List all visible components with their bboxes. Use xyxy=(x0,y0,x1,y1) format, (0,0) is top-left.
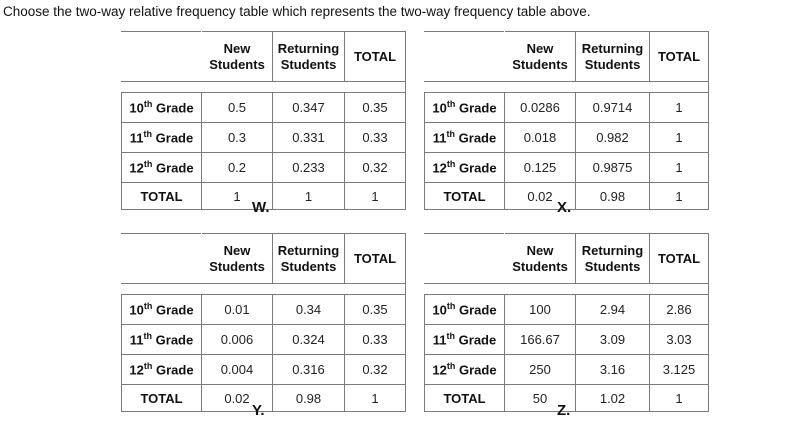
row-label-11th: 11th Grade xyxy=(425,325,505,355)
cell: 0.5 xyxy=(202,93,273,123)
table-y[interactable] xyxy=(121,233,406,412)
table-row xyxy=(425,355,709,385)
row-label-11th: 11th Grade xyxy=(425,123,505,153)
cell: 0.9714 xyxy=(576,93,650,123)
table-row xyxy=(122,123,406,153)
cell: 0.982 xyxy=(576,123,650,153)
header-new-students: New Students xyxy=(505,234,576,284)
cell: 166.67 xyxy=(505,325,576,355)
cell: 0.34 xyxy=(273,295,345,325)
table-row xyxy=(425,325,709,355)
header-total: TOTAL xyxy=(650,234,709,284)
header-new-students: New Students xyxy=(505,32,576,82)
cell: 3.03 xyxy=(650,325,709,355)
cell: 1 xyxy=(345,385,406,412)
cell: 3.125 xyxy=(650,355,709,385)
corner-cell xyxy=(122,234,202,284)
cell: 0.316 xyxy=(273,355,345,385)
header-total: TOTAL xyxy=(650,32,709,82)
cell: 0.35 xyxy=(345,93,406,123)
header-spacer xyxy=(425,284,709,295)
cell: 0.347 xyxy=(273,93,345,123)
cell: 1 xyxy=(650,93,709,123)
option-label-y[interactable]: Y. xyxy=(252,402,265,419)
row-label-12th: 12th Grade xyxy=(425,355,505,385)
cell: 50 xyxy=(505,385,576,412)
header-spacer xyxy=(425,82,709,93)
cell: 0.02 xyxy=(202,385,273,412)
table-x[interactable] xyxy=(424,31,709,210)
table-row xyxy=(425,295,709,325)
table-row xyxy=(122,153,406,183)
header-returning-students: Returning Students xyxy=(576,234,650,284)
cell: 1 xyxy=(650,183,709,210)
cell: 0.33 xyxy=(345,325,406,355)
cell: 0.331 xyxy=(273,123,345,153)
table-row xyxy=(122,295,406,325)
cell: 0.0286 xyxy=(505,93,576,123)
cell: 2.86 xyxy=(650,295,709,325)
row-label-11th: 11th Grade xyxy=(122,123,202,153)
cell: 1 xyxy=(345,183,406,210)
cell: 0.006 xyxy=(202,325,273,355)
cell: 0.98 xyxy=(273,385,345,412)
option-label-z[interactable]: Z. xyxy=(557,402,571,419)
corner-cell xyxy=(425,32,505,82)
cell: 0.125 xyxy=(505,153,576,183)
cell: 1 xyxy=(650,385,709,412)
cell: 1 xyxy=(273,183,345,210)
row-label-10th: 10th Grade xyxy=(122,93,202,123)
cell: 0.32 xyxy=(345,153,406,183)
cell: 250 xyxy=(505,355,576,385)
cell: 0.35 xyxy=(345,295,406,325)
row-label-10th: 10th Grade xyxy=(122,295,202,325)
row-label-total: TOTAL xyxy=(122,183,202,210)
cell: 1.02 xyxy=(576,385,650,412)
question-text: Choose the two-way relative frequency table which represents the two-way frequency table above. xyxy=(3,4,591,19)
row-label-12th: 12th Grade xyxy=(122,355,202,385)
cell: 1 xyxy=(650,153,709,183)
cell: 0.2 xyxy=(202,153,273,183)
row-label-10th: 10th Grade xyxy=(425,93,505,123)
row-label-total: TOTAL xyxy=(425,183,505,210)
table-row xyxy=(425,153,709,183)
table-row xyxy=(425,123,709,153)
header-new-students: New Students xyxy=(202,32,273,82)
cell: 1 xyxy=(650,123,709,153)
row-label-10th: 10th Grade xyxy=(425,295,505,325)
header-returning-students: Returning Students xyxy=(576,32,650,82)
row-label-12th: 12th Grade xyxy=(122,153,202,183)
row-label-12th: 12th Grade xyxy=(425,153,505,183)
row-label-11th: 11th Grade xyxy=(122,325,202,355)
cell: 0.32 xyxy=(345,355,406,385)
cell: 0.98 xyxy=(576,183,650,210)
table-z[interactable] xyxy=(424,233,709,412)
cell: 1 xyxy=(202,183,273,210)
cell: 0.02 xyxy=(505,183,576,210)
header-new-students: New Students xyxy=(202,234,273,284)
header-spacer xyxy=(122,284,406,295)
option-label-w[interactable]: W. xyxy=(252,199,270,216)
header-total: TOTAL xyxy=(345,32,406,82)
cell: 0.3 xyxy=(202,123,273,153)
cell: 0.9875 xyxy=(576,153,650,183)
header-total: TOTAL xyxy=(345,234,406,284)
cell: 0.233 xyxy=(273,153,345,183)
table-w[interactable] xyxy=(121,31,406,210)
table-row xyxy=(425,93,709,123)
header-spacer xyxy=(122,82,406,93)
cell: 3.09 xyxy=(576,325,650,355)
table-row xyxy=(122,355,406,385)
corner-cell xyxy=(122,32,202,82)
cell: 0.33 xyxy=(345,123,406,153)
row-label-total: TOTAL xyxy=(122,385,202,412)
cell: 0.01 xyxy=(202,295,273,325)
header-returning-students: Returning Students xyxy=(273,32,345,82)
header-returning-students: Returning Students xyxy=(273,234,345,284)
table-row xyxy=(122,325,406,355)
cell: 0.018 xyxy=(505,123,576,153)
corner-cell xyxy=(425,234,505,284)
cell: 2.94 xyxy=(576,295,650,325)
cell: 3.16 xyxy=(576,355,650,385)
option-label-x[interactable]: X. xyxy=(557,199,572,216)
cell: 0.324 xyxy=(273,325,345,355)
table-row xyxy=(122,93,406,123)
cell: 0.004 xyxy=(202,355,273,385)
row-label-total: TOTAL xyxy=(425,385,505,412)
cell: 100 xyxy=(505,295,576,325)
